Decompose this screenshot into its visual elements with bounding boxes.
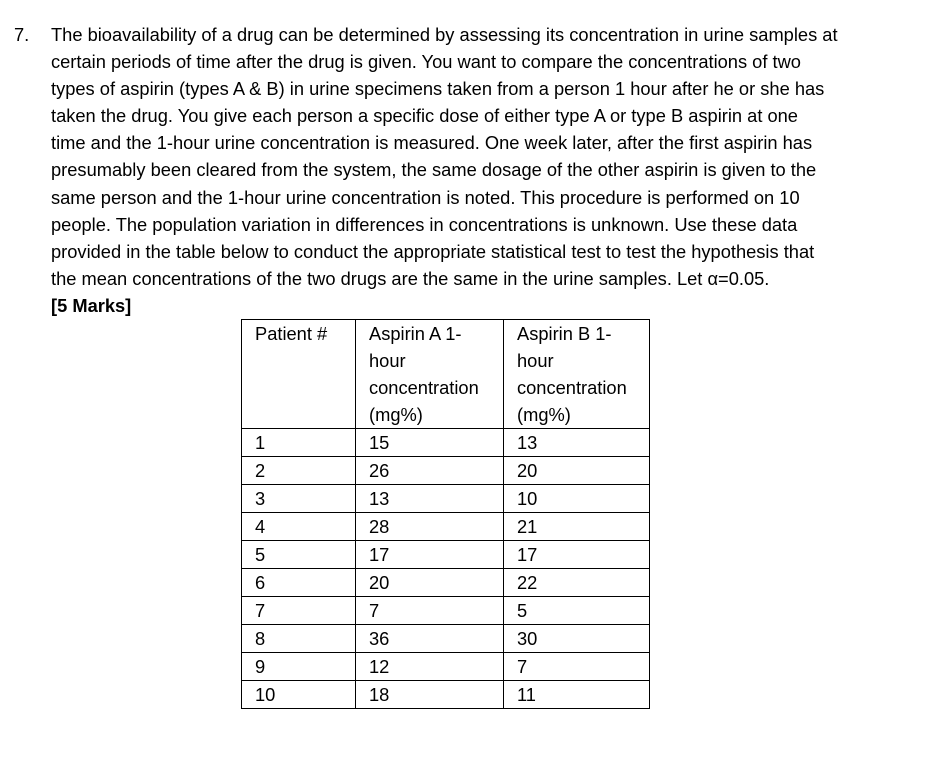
table-row <box>242 541 650 569</box>
header-patient <box>242 320 356 429</box>
cell-aspirin-b: 13 <box>504 429 650 457</box>
cell-aspirin-b: 30 <box>504 625 650 653</box>
question-line: time and the 1-hour urine concentration is measured. One week later, after the first aspirin has <box>51 132 813 154</box>
question-line: same person and the 1-hour urine concentration is noted. This procedure is performed on 10 <box>51 186 800 208</box>
cell-aspirin-a: 7 <box>356 597 504 625</box>
cell-patient: 3 <box>242 485 356 513</box>
header-line: Patient # <box>255 323 328 344</box>
header-line: concentration <box>517 377 627 398</box>
table-row <box>242 597 650 625</box>
table-row <box>242 485 650 513</box>
cell-patient: 10 <box>242 681 356 709</box>
table-row <box>242 457 650 485</box>
cell-patient: 7 <box>242 597 356 625</box>
cell-patient: 5 <box>242 541 356 569</box>
cell-aspirin-a: 36 <box>356 625 504 653</box>
table-row <box>242 513 650 541</box>
header-line: Aspirin A 1- <box>369 323 462 344</box>
question-line: provided in the table below to conduct the appropriate statistical test to test the hypothesis that <box>51 240 815 262</box>
table-row <box>242 569 650 597</box>
question-line: the mean concentrations of the two drugs are the same in the urine samples. Let α=0.05. <box>51 267 770 289</box>
header-aspirin-b <box>504 320 650 429</box>
question-line: taken the drug. You give each person a specific dose of either type A or type B aspirin at one <box>51 105 798 127</box>
question-text <box>51 21 929 319</box>
question-number: 7. <box>14 24 30 45</box>
cell-aspirin-a: 18 <box>356 681 504 709</box>
question-line: types of aspirin (types A & B) in urine specimens taken from a person 1 hour after he or she has <box>51 78 825 100</box>
header-aspirin-a <box>356 320 504 429</box>
cell-aspirin-a: 17 <box>356 541 504 569</box>
cell-aspirin-b: 17 <box>504 541 650 569</box>
table-row <box>242 429 650 457</box>
header-line: hour <box>517 350 554 371</box>
header-line: concentration <box>369 377 479 398</box>
cell-patient: 4 <box>242 513 356 541</box>
cell-aspirin-a: 12 <box>356 653 504 681</box>
table-row <box>242 625 650 653</box>
cell-patient: 2 <box>242 457 356 485</box>
cell-aspirin-a: 26 <box>356 457 504 485</box>
question-line: people. The population variation in differences in concentrations is unknown. Use these data <box>51 213 798 235</box>
question-line: The bioavailability of a drug can be determined by assessing its concentration in urine samples at <box>51 24 838 45</box>
cell-aspirin-b: 7 <box>504 653 650 681</box>
cell-aspirin-b: 10 <box>504 485 650 513</box>
question-line: presumably been cleared from the system, the same dosage of the other aspirin is given to the <box>51 159 817 181</box>
header-line: (mg%) <box>369 404 423 425</box>
concentration-table <box>241 319 650 709</box>
cell-patient: 6 <box>242 569 356 597</box>
table-header-row <box>242 320 650 429</box>
cell-aspirin-a: 13 <box>356 485 504 513</box>
cell-patient: 8 <box>242 625 356 653</box>
header-line: Aspirin B 1- <box>517 323 612 344</box>
table-row <box>242 681 650 709</box>
header-line: (mg%) <box>517 404 571 425</box>
cell-aspirin-b: 22 <box>504 569 650 597</box>
table-row <box>242 653 650 681</box>
cell-aspirin-b: 11 <box>504 681 650 709</box>
cell-aspirin-b: 21 <box>504 513 650 541</box>
cell-aspirin-a: 28 <box>356 513 504 541</box>
cell-aspirin-b: 5 <box>504 597 650 625</box>
marks-label: [5 Marks] <box>51 294 132 316</box>
cell-patient: 1 <box>242 429 356 457</box>
question-line: certain periods of time after the drug is given. You want to compare the concentrations of two <box>51 51 801 73</box>
header-line: hour <box>369 350 406 371</box>
cell-aspirin-a: 20 <box>356 569 504 597</box>
cell-aspirin-a: 15 <box>356 429 504 457</box>
cell-aspirin-b: 20 <box>504 457 650 485</box>
cell-patient: 9 <box>242 653 356 681</box>
